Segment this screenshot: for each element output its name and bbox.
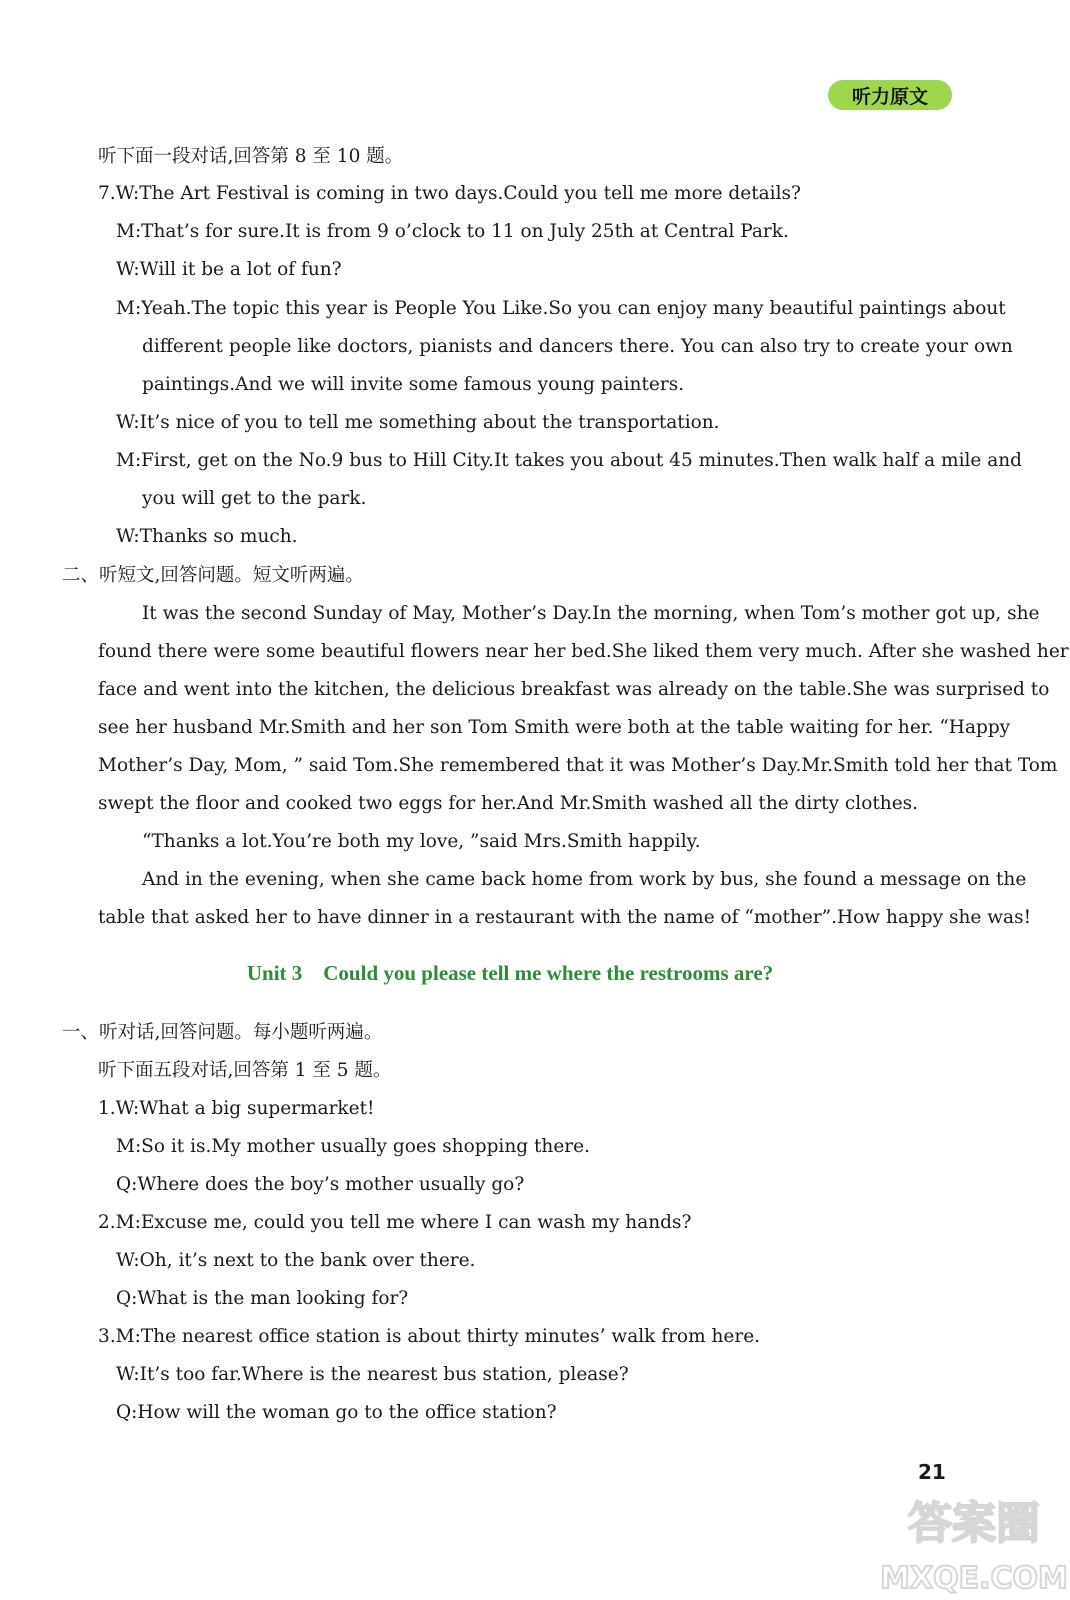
passage-line: found there were some beautiful flowers near her bed.She liked them very much. After she washed her (98, 641, 1069, 662)
dialogue-line: W:Thanks so much. (116, 526, 298, 547)
dialogue-line: M:So it is.My mother usually goes shopping there. (116, 1136, 590, 1157)
dialogue-line: 1.W:What a big supermarket! (98, 1098, 375, 1119)
passage-line: table that asked her to have dinner in a restaurant with the name of “mother”.How happy she was! (98, 907, 1032, 928)
watermark-logo-url: MXQE.COM (880, 1561, 1068, 1596)
dialogue-line: paintings.And we will invite some famous young painters. (142, 374, 685, 395)
page-number: 21 (918, 1460, 946, 1484)
dialogue-line: W:It’s too far.Where is the nearest bus station, please? (116, 1364, 629, 1385)
dialogue-line: M:That’s for sure.It is from 9 o’clock to 11 on July 25th at Central Park. (116, 221, 789, 242)
watermark-logo-text: 答案圈 (908, 1498, 1040, 1549)
dialogue-line: W:It’s nice of you to tell me something about the transportation. (116, 412, 720, 433)
section-heading: 二、听短文,回答问题。短文听两遍。 (62, 565, 364, 586)
dialogue-line: M:Yeah.The topic this year is People You Like.So you can enjoy many beautiful paintings about (116, 298, 1006, 319)
section-badge: 听力原文 (828, 80, 952, 110)
passage-line: “Thanks a lot.You’re both my love, ”said Mrs.Smith happily. (142, 831, 701, 852)
passage-line: swept the floor and cooked two eggs for her.And Mr.Smith washed all the dirty clothes. (98, 793, 919, 814)
passage-line: And in the evening, when she came back home from work by bus, she found a message on the (142, 869, 1027, 890)
instruction-line: 听下面一段对话,回答第 8 至 10 题。 (98, 146, 404, 167)
section-heading: 一、听对话,回答问题。每小题听两遍。 (62, 1022, 383, 1043)
dialogue-line: Q:What is the man looking for? (116, 1288, 409, 1309)
passage-line: face and went into the kitchen, the delicious breakfast was already on the table.She was surprised to (98, 679, 1050, 700)
dialogue-line: you will get to the park. (142, 488, 367, 509)
instruction-line: 听下面五段对话,回答第 1 至 5 题。 (98, 1060, 392, 1081)
dialogue-line: 3.M:The nearest office station is about thirty minutes’ walk from here. (98, 1326, 761, 1347)
dialogue-line: W:Will it be a lot of fun? (116, 259, 342, 280)
dialogue-line: M:First, get on the No.9 bus to Hill City.It takes you about 45 minutes.Then walk half a mile and (116, 450, 1023, 471)
unit-title: Unit 3 Could you please tell me where the restrooms are? (246, 961, 774, 985)
passage-line: Mother’s Day, Mom, ” said Tom.She remembered that it was Mother’s Day.Mr.Smith told her that Tom (98, 755, 1058, 776)
watermark-logo (880, 1480, 1068, 1600)
dialogue-line: 7.W:The Art Festival is coming in two days.Could you tell me more details? (98, 183, 801, 204)
dialogue-line: Q:How will the woman go to the office station? (116, 1402, 557, 1423)
dialogue-line: 2.M:Excuse me, could you tell me where I can wash my hands? (98, 1212, 692, 1233)
passage-line: It was the second Sunday of May, Mother’s Day.In the morning, when Tom’s mother got up, she (142, 603, 1040, 624)
dialogue-line: Q:Where does the boy’s mother usually go? (116, 1174, 525, 1195)
passage-line: see her husband Mr.Smith and her son Tom Smith were both at the table waiting for her. “Happy (98, 717, 1011, 738)
dialogue-line: W:Oh, it’s next to the bank over there. (116, 1250, 476, 1271)
dialogue-line: different people like doctors, pianists and dancers there. You can also try to create your own (142, 336, 1013, 357)
